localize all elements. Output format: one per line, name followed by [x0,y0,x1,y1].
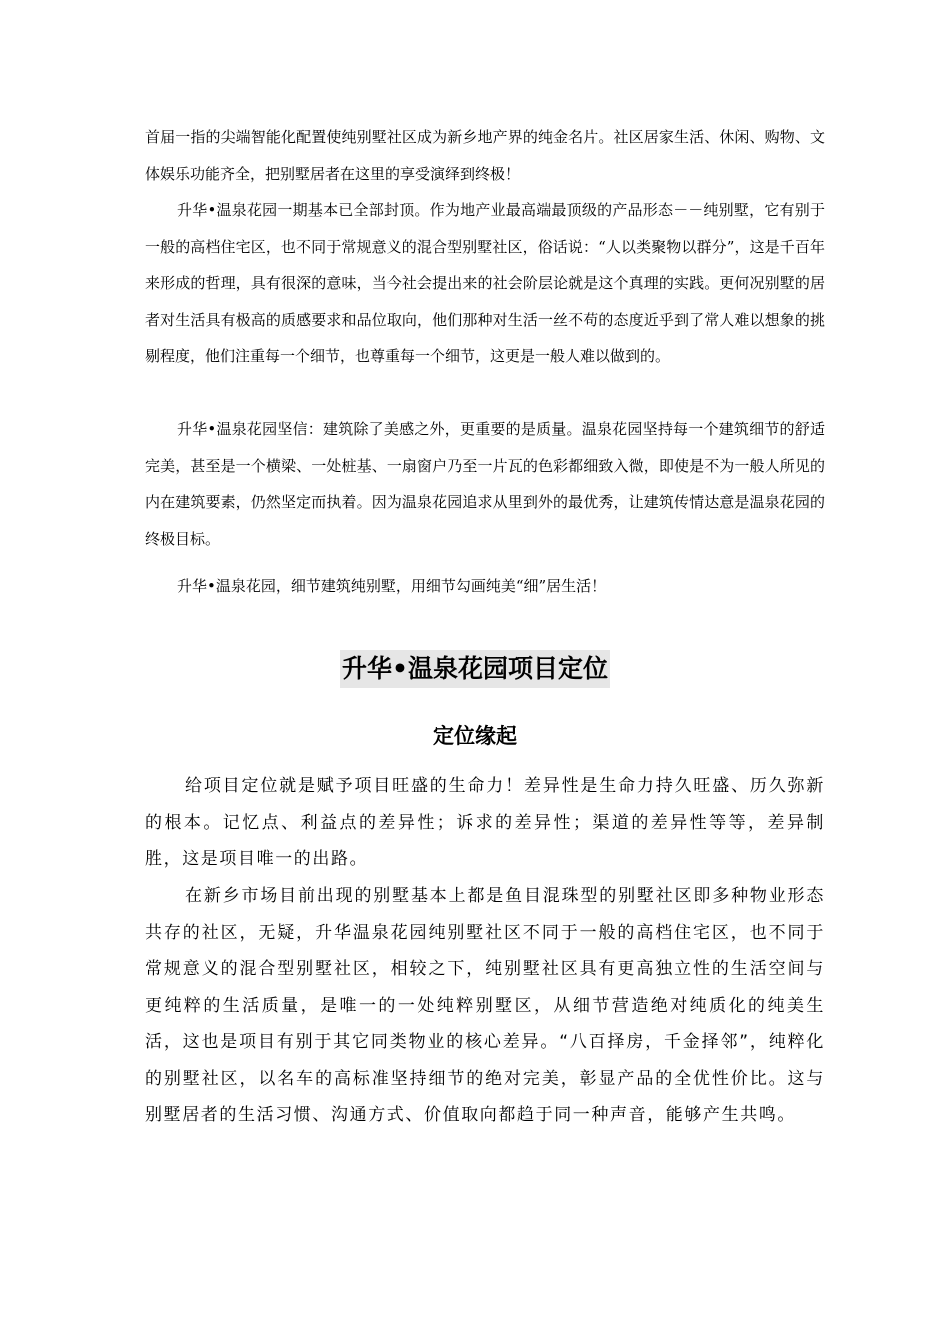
paragraph-phase-one: 升华•温泉花园一期基本已全部封顶。作为地产业最高端最顶级的产品形态－－纯别墅，它有别于一般的高档住宅区，也不同于常规意义的混合型别墅社区，俗话说：“人以类聚物以群分”，这是千百年来形成的哲理，具有很深的意味，当今社会提出来的社会阶层论就是这个真理的实践。更何况别墅的居者对生活具有极高的质感要求和品位取向，他们那种对生活一丝不苟的态度近乎到了常人难以想象的挑剔程度，他们注重每一个细节，也尊重每一个细节，这更是一般人难以做到的。 [145,201,825,365]
paragraph-slogan: 升华•温泉花园，细节建筑纯别墅，用细节勾画纯美“细”居生活！ [177,577,607,595]
paragraph-positioning-origin: 给项目定位就是赋予项目旺盛的生命力！差异性是生命力持久旺盛、历久弥新的根本。记忆点、利益点的差异性；诉求的差异性；渠道的差异性等等，差异制胜，这是项目唯一的出路。 [145,776,825,869]
paragraph-intro-continued: 首届一指的尖端智能化配置使纯别墅社区成为新乡地产界的纯金名片。社区居家生活、休闲、购物、文体娱乐功能齐全，把别墅居者在这里的享受演绎到终极！ [145,128,825,183]
paragraph-market-difference: 在新乡市场目前出现的别墅基本上都是鱼目混珠型的别墅社区即多种物业形态共存的社区，无疑，升华温泉花园纯别墅社区不同于一般的高档住宅区，也不同于常规意义的混合型别墅社区，相较之下，纯别墅社区具有更高独立性的生活空间与更纯粹的生活质量，是唯一的一处纯粹别墅区，从细节营造绝对纯质化的纯美生活，这也是项目有别于其它同类物业的核心差异。“八百择房，千金择邻”，纯粹化的别墅社区，以名车的高标准坚持细节的绝对完美，彰显产品的全优性价比。这与别墅居者的生活习惯、沟通方式、价值取向都趋于同一种声音，能够产生共鸣。 [145,886,825,1125]
subsection-title: 定位缘起 [433,724,517,748]
section-title: 升华•温泉花园项目定位 [340,650,610,688]
section-title-wrapper [0,650,950,688]
paragraph-quality-belief: 升华•温泉花园坚信：建筑除了美感之外，更重要的是质量。温泉花园坚持每一个建筑细节的舒适完美，甚至是一个横梁、一处桩基、一扇窗户乃至一片瓦的色彩都细致入微，即使是不为一般人所见的内在建筑要素，仍然坚定而执着。因为温泉花园追求从里到外的最优秀，让建筑传情达意是温泉花园的终极目标。 [145,420,825,548]
